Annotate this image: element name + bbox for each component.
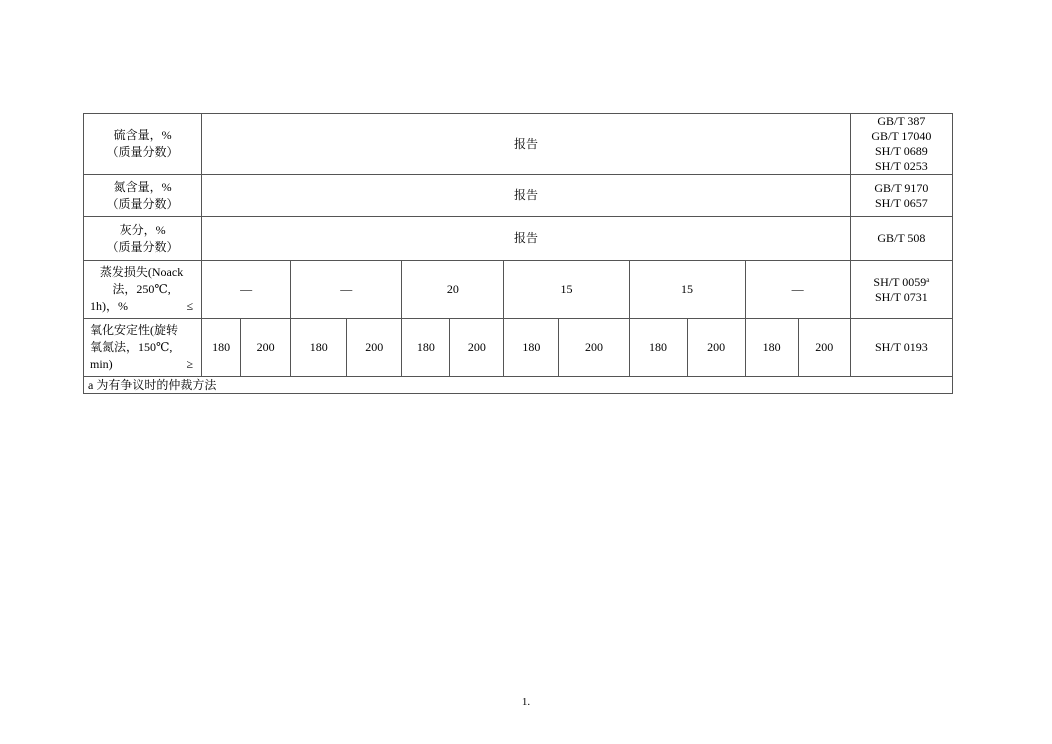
property-label: 氧氮法，150℃, (90, 340, 173, 354)
table-footnote-row (84, 377, 953, 394)
page-number: 1. (521, 696, 531, 708)
method-code: SH/T 0059 (873, 274, 927, 289)
method-cell: SH/T 0193 (850, 319, 952, 377)
method-code: SH/T 0731 (874, 289, 928, 304)
property-label-limit-line (90, 356, 193, 373)
property-label-limit-line (90, 298, 193, 315)
value-cell: 15 (629, 261, 745, 319)
value-cell: 报告 (202, 217, 851, 261)
value-cell: 180 (629, 319, 687, 377)
spec-table (83, 113, 953, 394)
value-cell: — (291, 261, 402, 319)
method-code: SH/T 0657 (874, 195, 928, 210)
property-label: 法，250℃, (112, 282, 171, 296)
limit-symbol: ≥ (186, 357, 194, 371)
method-code: GB/T 387 (877, 114, 926, 128)
value-cell: 180 (202, 319, 241, 377)
table-row (84, 114, 953, 175)
value-cell: 180 (291, 319, 347, 377)
table-row (84, 261, 953, 319)
property-cell (84, 114, 202, 175)
method-cell (850, 217, 952, 261)
value-cell: 180 (402, 319, 450, 377)
method-code: GB/T 508 (877, 231, 926, 245)
method-cell (850, 261, 952, 319)
value-cell: 200 (450, 319, 504, 377)
property-label: 1h)，% (90, 299, 128, 313)
value-cell: 180 (745, 319, 798, 377)
property-label: 灰分，% (119, 222, 166, 237)
value-cell: 200 (798, 319, 850, 377)
value-cell: 报告 (202, 114, 851, 175)
property-cell (84, 175, 202, 217)
footnote-marker: a (926, 275, 930, 284)
value-cell: 报告 (202, 175, 851, 217)
limit-symbol: ≤ (186, 299, 194, 313)
property-label: 蒸发损失(Noack (99, 265, 184, 279)
table-row (84, 175, 953, 217)
method-code: SH/T 0253 (874, 159, 928, 173)
value-cell: 200 (241, 319, 291, 377)
value-cell: 180 (504, 319, 559, 377)
value-cell: — (745, 261, 850, 319)
property-cell (84, 261, 202, 319)
method-code: GB/T 9170 (874, 180, 929, 195)
value-cell: — (202, 261, 291, 319)
property-cell (84, 217, 202, 261)
method-cell (850, 175, 952, 217)
value-cell: 20 (402, 261, 504, 319)
method-cell (850, 114, 952, 175)
method-code-line (851, 275, 952, 290)
property-label: 氮含量，% (113, 179, 172, 194)
property-sublabel: （质量分数） (106, 145, 179, 159)
method-code: SH/T 0689 (874, 144, 928, 158)
property-label: 硫含量，% (113, 128, 172, 142)
table-row (84, 217, 953, 261)
value-cell: 200 (687, 319, 745, 377)
property-sublabel: （质量分数） (106, 239, 179, 254)
value-cell: 200 (347, 319, 402, 377)
value-cell: 15 (504, 261, 629, 319)
method-code: GB/T 17040 (871, 129, 932, 143)
property-sublabel: （质量分数） (106, 196, 179, 211)
property-cell (84, 319, 202, 377)
value-cell: 200 (559, 319, 629, 377)
table-row (84, 319, 953, 377)
property-label: min) (90, 357, 113, 371)
property-label: 氧化安定性(旋转 (90, 323, 178, 337)
table-footnote: a 为有争议时的仲裁方法 (84, 377, 953, 394)
